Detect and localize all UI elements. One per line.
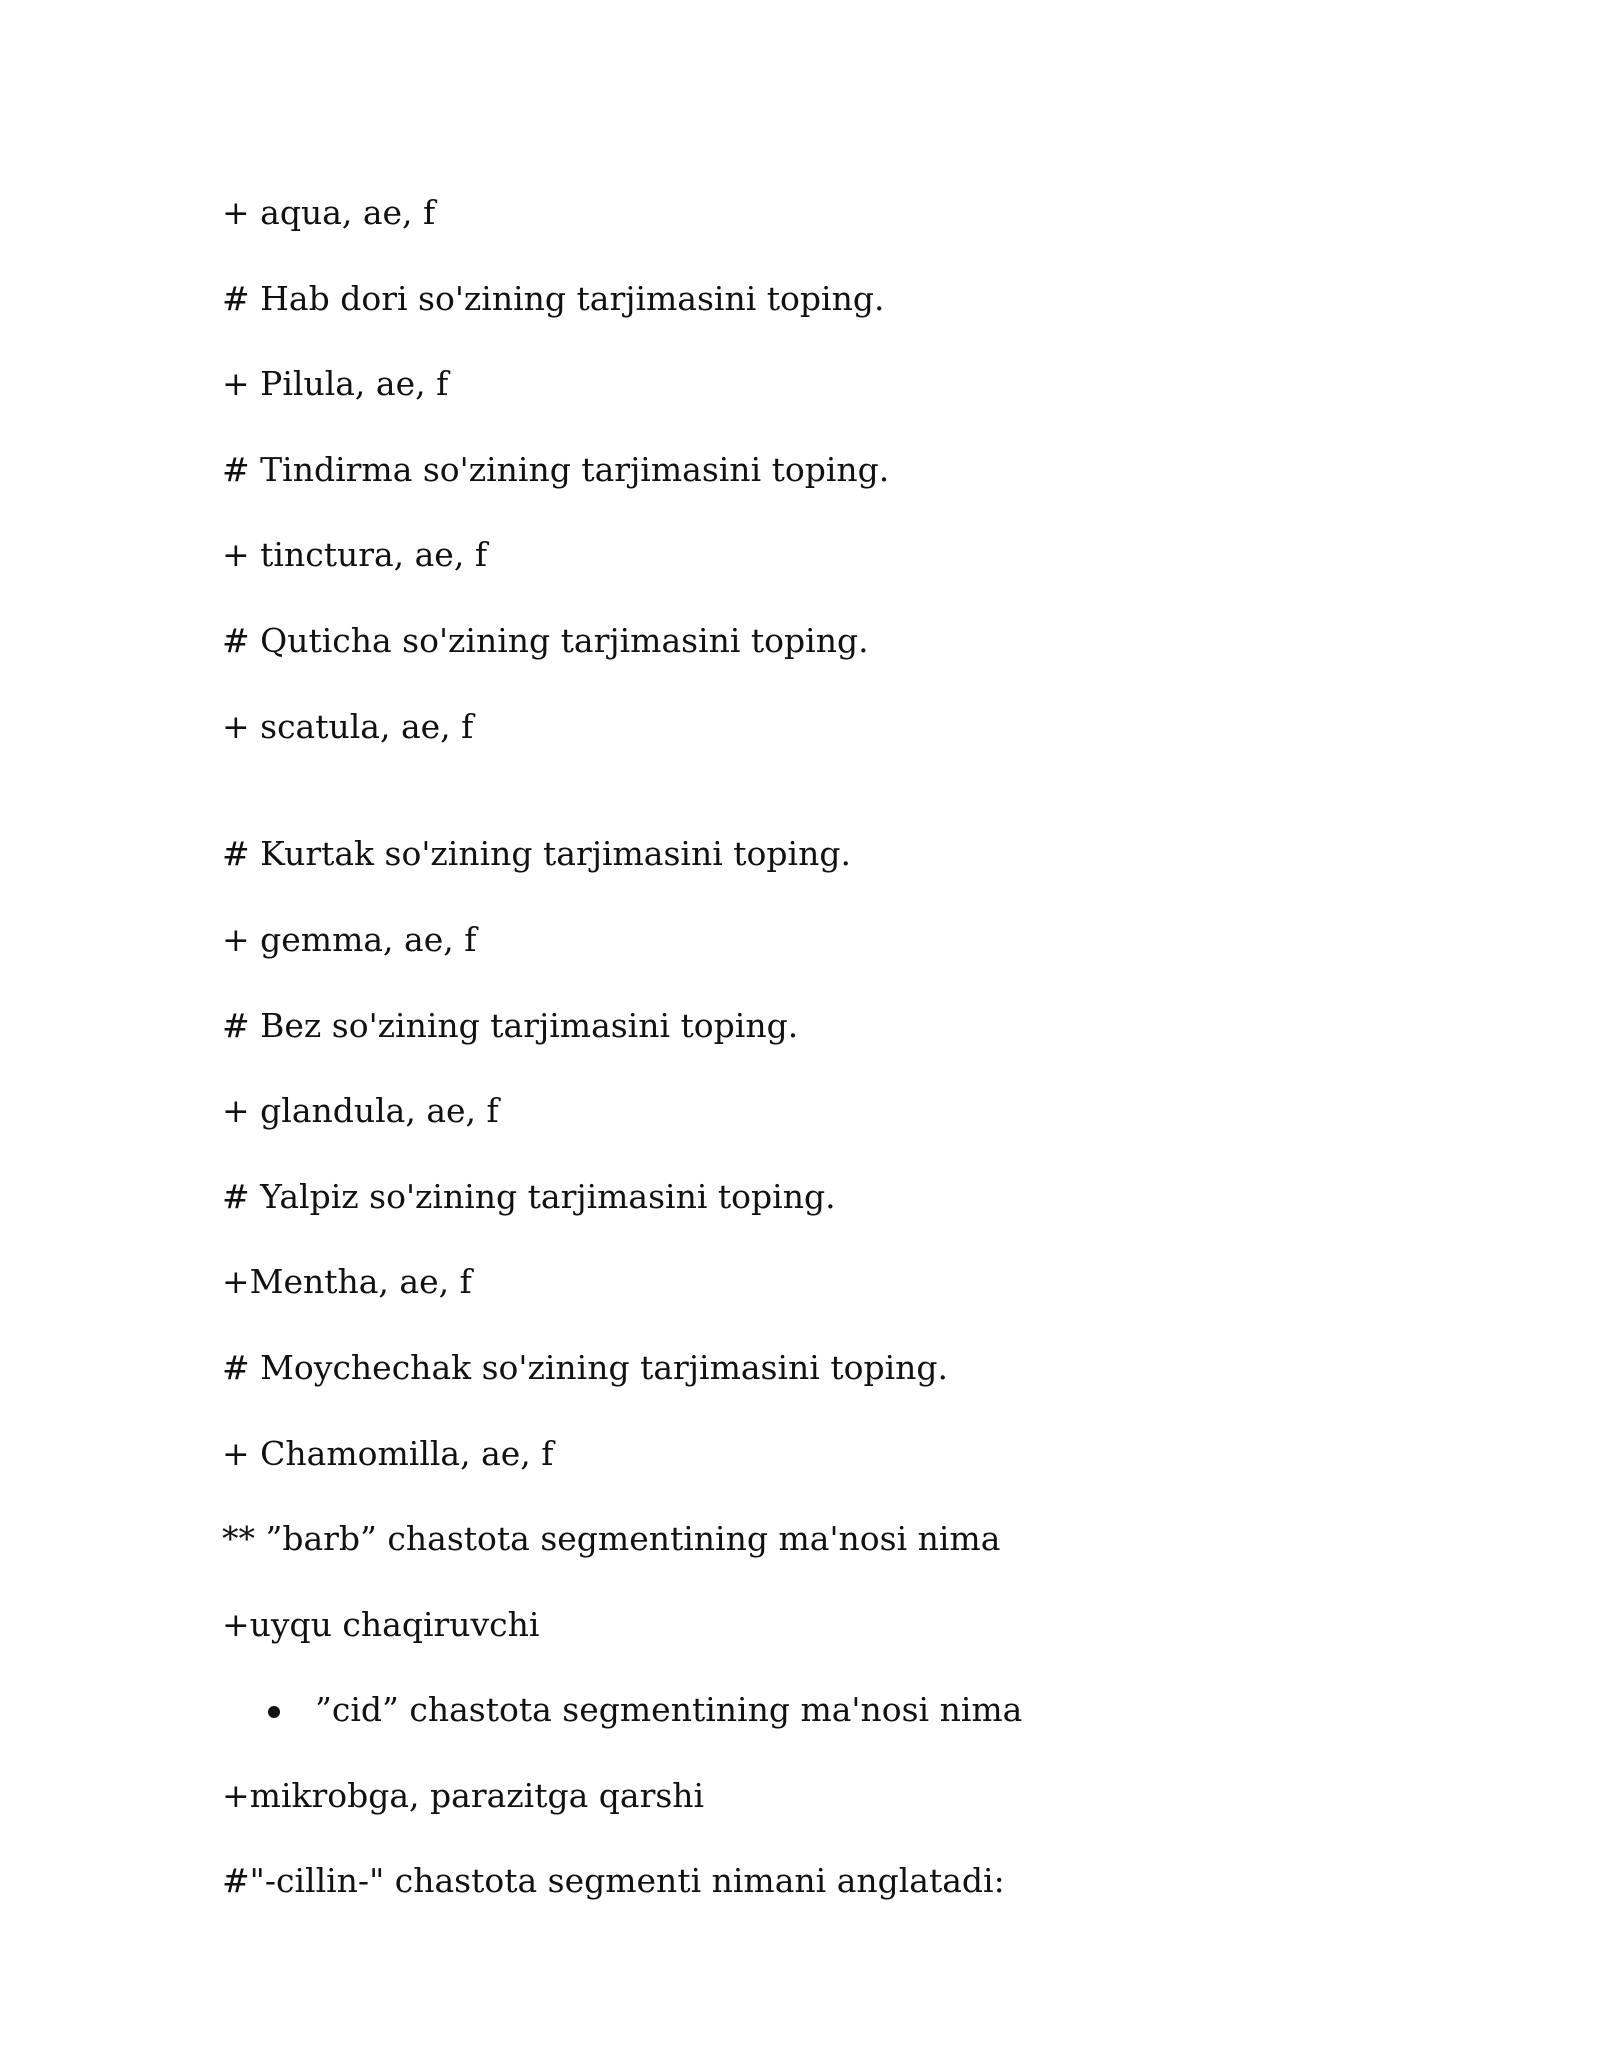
answer-line: + Chamomilla, ae, f [222, 1434, 554, 1473]
question-line: ** ”barb” chastota segmentining ma'nosi nima [222, 1519, 1001, 1558]
answer-line: + scatula, ae, f [222, 707, 474, 746]
question-line: # Hab dori so'zining tarjimasini toping. [222, 279, 885, 318]
answer-line: + gemma, ae, f [222, 920, 477, 959]
answer-line: + tinctura, ae, f [222, 535, 488, 574]
question-line: #"-cillin-" chastota segmenti nimani anglatadi: [222, 1861, 1005, 1900]
question-line: # Bez so'zining tarjimasini toping. [222, 1006, 799, 1045]
question-line: # Tindirma so'zining tarjimasini toping. [222, 450, 890, 489]
answer-line: +uyqu chaqiruvchi [222, 1605, 540, 1644]
answer-line: + glandula, ae, f [222, 1091, 499, 1130]
question-line: # Yalpiz so'zining tarjimasini toping. [222, 1177, 836, 1216]
answer-line: +Mentha, ae, f [222, 1262, 472, 1301]
question-line: # Moychechak so'zining tarjimasini toping. [222, 1348, 949, 1387]
answer-line: + aqua, ae, f [222, 193, 436, 232]
bullet-icon [268, 1706, 280, 1718]
answer-line: + Pilula, ae, f [222, 364, 449, 403]
question-line: # Quticha so'zining tarjimasini toping. [222, 621, 869, 660]
answer-line: +mikrobga, parazitga qarshi [222, 1776, 705, 1815]
question-line: # Kurtak so'zining tarjimasini toping. [222, 834, 851, 873]
question-line: ”cid” chastota segmentining ma'nosi nima [315, 1690, 1023, 1729]
